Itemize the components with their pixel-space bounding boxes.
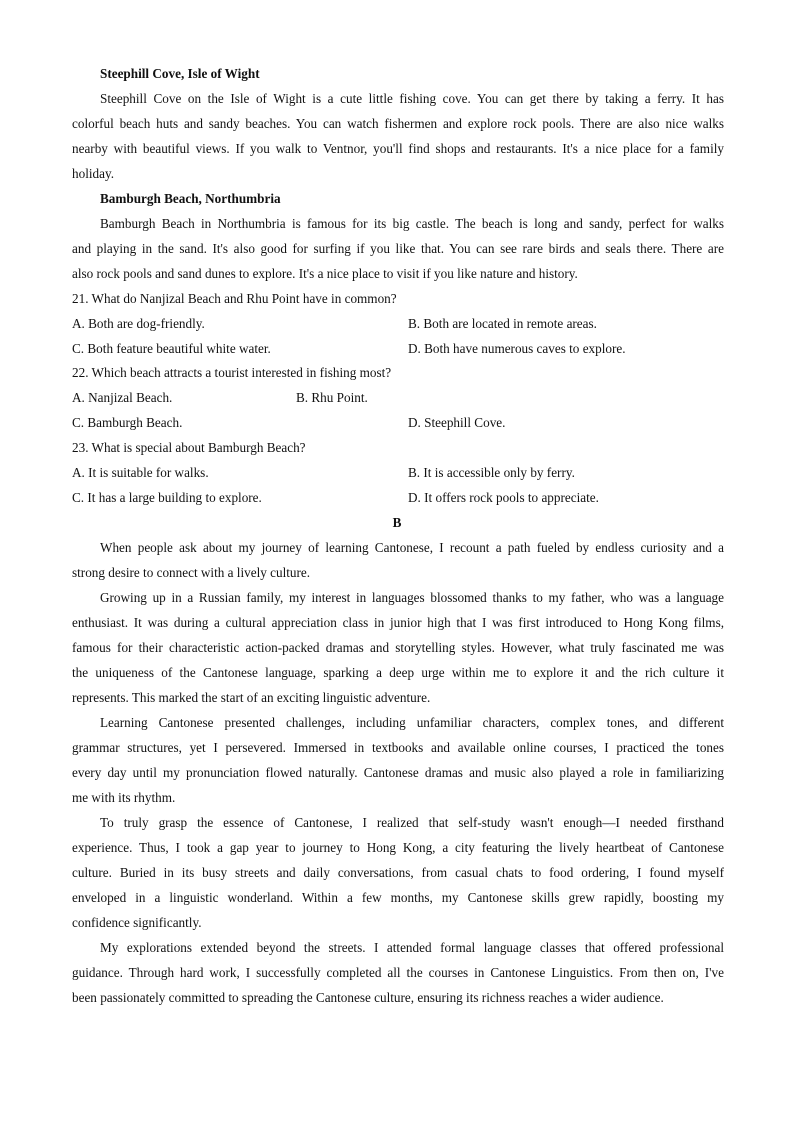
cove-line: holiday. bbox=[72, 166, 114, 181]
option-c: C. It has a large building to explore. bbox=[72, 490, 262, 505]
cove-heading: Steephill Cove, Isle of Wight bbox=[100, 66, 260, 81]
paragraph-line: experience. Thus, I took a gap year to journey to Hong Kong, a city featuring the lively heartbeat of Cantonese bbox=[72, 840, 724, 855]
option-d: D. Steephill Cove. bbox=[408, 415, 506, 430]
paragraph-line: culture. Buried in its busy streets and daily conversations, from casual chats to food ordering, I found myself bbox=[72, 865, 724, 880]
paragraph-line: strong desire to connect with a lively culture. bbox=[72, 565, 311, 580]
bamburgh-heading: Bamburgh Beach, Northumbria bbox=[100, 191, 281, 206]
option-b: B. Both are located in remote areas. bbox=[408, 316, 597, 331]
paragraph-line: confidence significantly. bbox=[72, 915, 202, 930]
paragraph-line: the uniqueness of the Cantonese language, sparking a deep urge within me to explore it and the rich culture it bbox=[72, 665, 724, 680]
option-a: A. Both are dog-friendly. bbox=[72, 316, 205, 331]
paragraph-line: me with its rhythm. bbox=[72, 790, 176, 805]
section-label: B bbox=[392, 515, 402, 530]
paragraph-line: enveloped in a linguistic wonderland. Within a few months, my Cantonese skills grew rapidly, boosting my bbox=[72, 890, 724, 905]
bamburgh-line: also rock pools and sand dunes to explore. It's a nice place to visit if you like nature and history. bbox=[72, 266, 578, 281]
question-stem: 21. What do Nanjizal Beach and Rhu Point have in common? bbox=[72, 291, 397, 306]
paragraph-line: When people ask about my journey of learning Cantonese, I recount a path fueled by endless curiosity and a bbox=[100, 540, 724, 555]
paragraph-line: enthusiast. It was during a cultural appreciation class in junior high that I was first introduced to Hong Kong films, bbox=[72, 615, 724, 630]
option-d: D. Both have numerous caves to explore. bbox=[408, 341, 626, 356]
bamburgh-line: Bamburgh Beach in Northumbria is famous for its big castle. The beach is long and sandy, perfect for walks bbox=[100, 216, 724, 231]
paragraph-line: guidance. Through hard work, I successfully completed all the courses in Cantonese Linguistics. From then on, I've bbox=[72, 965, 724, 980]
option-d: D. It offers rock pools to appreciate. bbox=[408, 490, 599, 505]
question-stem: 22. Which beach attracts a tourist interested in fishing most? bbox=[72, 365, 392, 380]
question-stem: 23. What is special about Bamburgh Beach? bbox=[72, 440, 306, 455]
paragraph-line: Growing up in a Russian family, my interest in languages blossomed thanks to my father, who was a language bbox=[100, 590, 724, 605]
paragraph-line: famous for their characteristic action-packed dramas and storytelling styles. However, what truly fascinated me was bbox=[72, 640, 724, 655]
paragraph-line: Learning Cantonese presented challenges, including unfamiliar characters, complex tones, and different bbox=[100, 715, 724, 730]
paragraph-line: To truly grasp the essence of Cantonese, I realized that self-study wasn't enough—I needed firsthand bbox=[100, 815, 724, 830]
paragraph-line: represents. This marked the start of an exciting linguistic adventure. bbox=[72, 690, 431, 705]
paragraph-line: every day until my pronunciation flowed naturally. Cantonese dramas and music also played a role in familiarizing bbox=[72, 765, 724, 780]
option-c: C. Both feature beautiful white water. bbox=[72, 341, 271, 356]
paragraph-line: been passionately committed to spreading the Cantonese culture, ensuring its richness reaches a wider audience. bbox=[72, 990, 664, 1005]
paragraph-line: grammar structures, yet I persevered. Immersed in textbooks and available online courses, I practiced the tones bbox=[72, 740, 724, 755]
option-a: A. Nanjizal Beach. bbox=[72, 390, 173, 405]
paragraph-line: My explorations extended beyond the streets. I attended formal language classes that offered professional bbox=[100, 940, 724, 955]
cove-line: nearby with beautiful views. If you walk to Ventnor, you'll find shops and restaurants. It's a nice place for a family bbox=[72, 141, 724, 156]
option-b: B. Rhu Point. bbox=[296, 390, 368, 405]
bamburgh-line: and playing in the sand. It's also good for surfing if you like that. You can see rare birds and seals there. There are bbox=[72, 241, 724, 256]
cove-line: Steephill Cove on the Isle of Wight is a cute little fishing cove. You can get there by taking a ferry. It has bbox=[100, 91, 724, 106]
option-a: A. It is suitable for walks. bbox=[72, 465, 209, 480]
option-c: C. Bamburgh Beach. bbox=[72, 415, 183, 430]
option-b: B. It is accessible only by ferry. bbox=[408, 465, 575, 480]
cove-line: colorful beach huts and sandy beaches. You can watch fishermen and explore rock pools. There are also nice walks bbox=[72, 116, 724, 131]
